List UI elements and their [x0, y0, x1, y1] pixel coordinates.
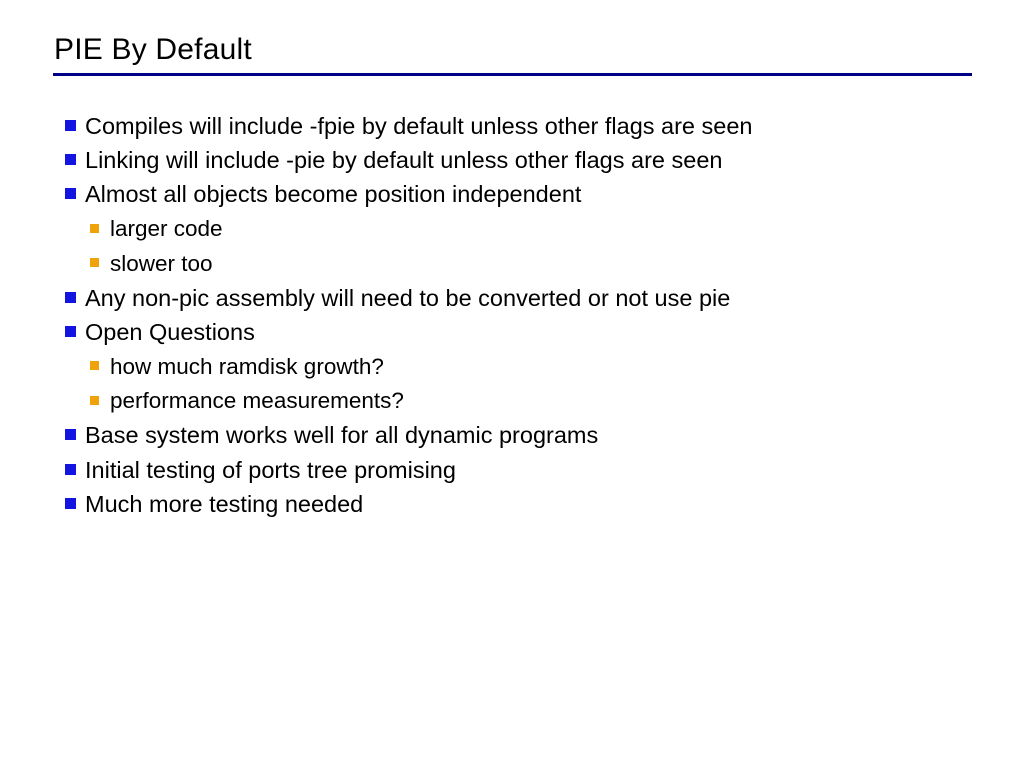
list-item	[0, 109, 1024, 143]
list-item	[0, 453, 1024, 487]
bullet-square-icon	[65, 120, 76, 131]
list-item-label: Initial testing of ports tree promising	[85, 456, 456, 483]
list-item	[0, 212, 1024, 246]
bullet-square-icon	[65, 429, 76, 440]
list-item-label: larger code	[110, 216, 223, 242]
bullet-square-icon	[65, 326, 76, 337]
list-item	[0, 384, 1024, 418]
list-item-label: slower too	[110, 250, 213, 276]
list-item	[0, 178, 1024, 212]
bullet-square-icon	[90, 396, 99, 405]
list-item	[0, 143, 1024, 177]
list-item	[0, 487, 1024, 521]
list-item-label: Compiles will include -fpie by default unless other flags are seen	[85, 112, 753, 139]
list-item	[0, 315, 1024, 349]
list-item	[0, 281, 1024, 315]
list-item	[0, 247, 1024, 281]
bullet-square-icon	[65, 154, 76, 165]
bullet-square-icon	[90, 224, 99, 233]
bullet-square-icon	[90, 258, 99, 267]
list-item-label: Base system works well for all dynamic programs	[85, 422, 599, 449]
title-underline-rule	[53, 73, 972, 76]
bullet-square-icon	[65, 464, 76, 475]
bullet-square-icon	[65, 188, 76, 199]
list-item-label: performance measurements?	[110, 388, 404, 414]
page-title: PIE By Default	[54, 33, 252, 66]
bullet-square-icon	[65, 292, 76, 303]
list-item-label: how much ramdisk growth?	[110, 353, 384, 379]
bullet-square-icon	[65, 498, 76, 509]
list-item-label: Linking will include -pie by default unless other flags are seen	[85, 147, 723, 174]
bullet-list	[0, 109, 1024, 522]
list-item-label: Any non-pic assembly will need to be converted or not use pie	[85, 284, 731, 311]
list-item-label: Open Questions	[85, 319, 255, 346]
list-item	[0, 350, 1024, 384]
list-item-label: Almost all objects become position independent	[85, 181, 582, 208]
list-item	[0, 419, 1024, 453]
bullet-square-icon	[90, 361, 99, 370]
list-item-label: Much more testing needed	[85, 490, 364, 517]
